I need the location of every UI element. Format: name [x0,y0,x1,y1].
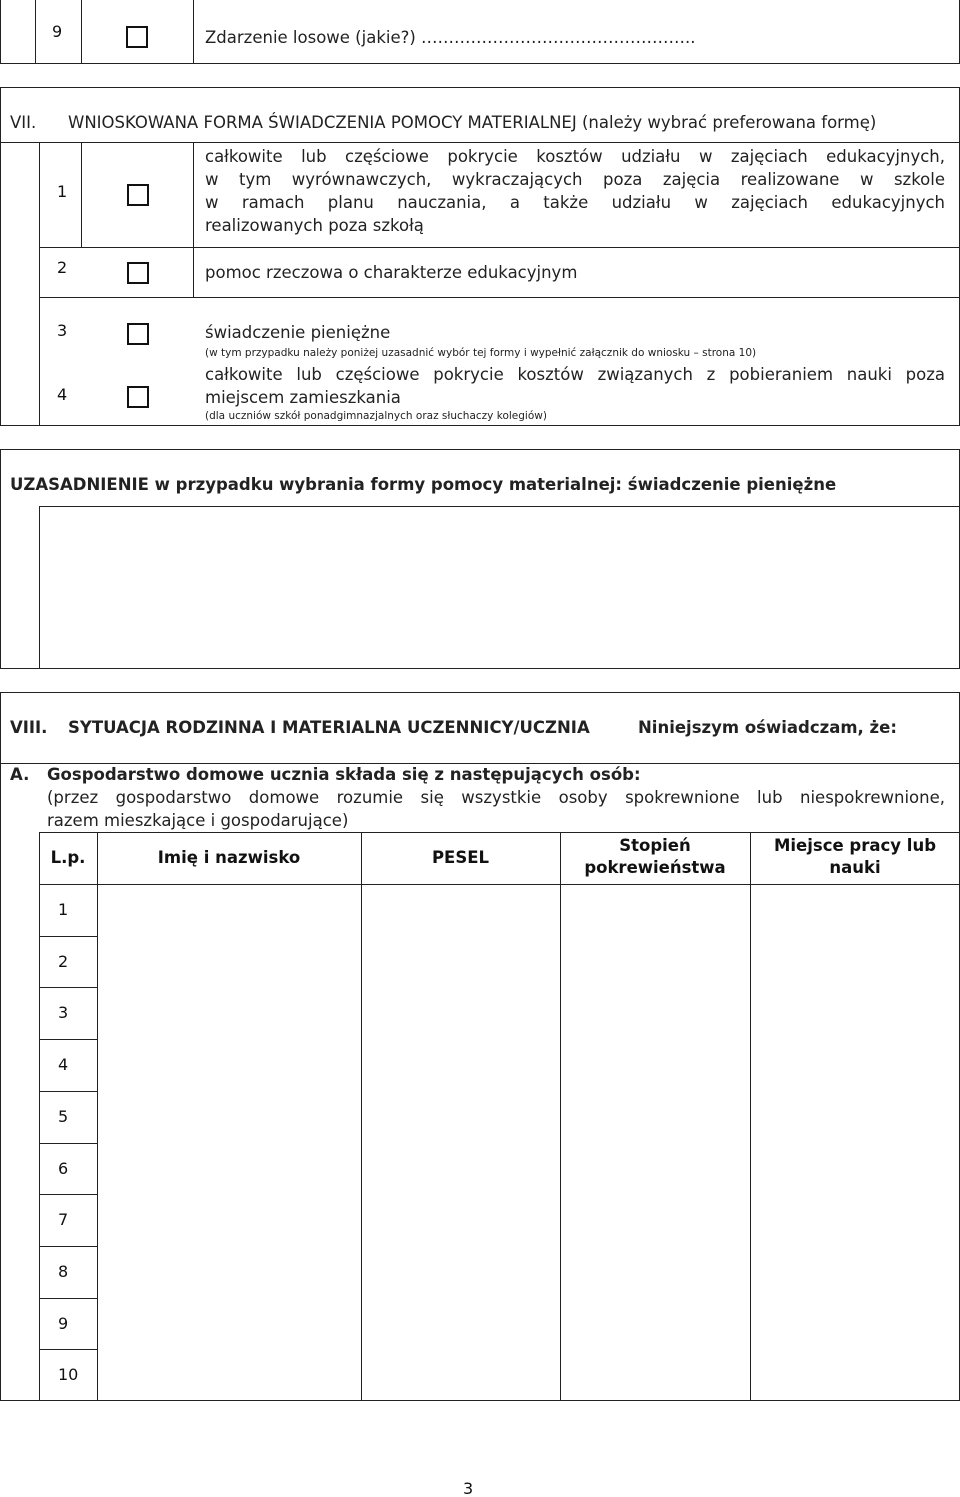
section-vii-title-text: WNIOSKOWANA FORMA ŚWIADCZENIA POMOCY MATERIALNEJ [68,113,577,132]
table-row-number: 2 [58,952,69,971]
row-divider [39,1298,97,1299]
option-1-line: realizowanych poza szkołą [205,216,424,235]
table-row-number: 8 [58,1262,69,1281]
option-number: 4 [57,385,68,404]
table-row-number: 1 [58,900,69,919]
divider [39,247,960,248]
header-lp: L.p. [50,848,86,867]
divider [560,832,561,1401]
option-number: 3 [57,321,68,340]
divider [0,142,960,143]
household-table [39,832,960,1401]
option-number: 1 [57,182,68,201]
option-4-line: całkowite lub częściowe pokrycie kosztów związanych z pobieraniem nauki poza [205,365,945,384]
table-row-number: 5 [58,1107,69,1126]
section-viii-title: SYTUACJA RODZINNA I MATERIALNA UCZENNICY/UCZNIA [68,718,590,737]
row-divider [39,1246,97,1247]
row-divider [39,1349,97,1350]
table-row-number: 9 [58,1314,69,1333]
option-2-label: pomoc rzeczowa o charakterze edukacyjnym [205,263,578,282]
random-event-label: Zdarzenie losowe (jakie?) ………………………………………….. [205,28,696,47]
header-work: Miejsce pracy lub nauki [773,836,937,877]
divider [750,832,751,1401]
section-a-note: (przez gospodarstwo domowe rozumie się wszystkie osoby spokrewnione lub niespokrewnione, [47,788,945,807]
justification-input[interactable] [39,506,960,669]
divider [39,142,40,426]
row-divider [39,1194,97,1195]
checkbox-option-4[interactable] [127,386,149,408]
header-relation: Stopień pokrewieństwa [584,836,726,877]
section-vii-title [68,111,876,134]
option-3-note: (w tym przypadku należy poniżej uzasadnić wybór tej formy i wypełnić załącznik do wniosku – strona 10) [205,347,757,359]
justification-title: UZASADNIENIE w przypadku wybrania formy pomocy materialnej: świadczenie pieniężne [10,475,837,494]
section-vii-numeral: VII. [10,113,37,132]
divider [193,0,194,64]
divider [39,884,960,885]
divider [39,297,960,298]
checkbox-option-3[interactable] [127,323,149,345]
table-row-number: 10 [58,1365,79,1384]
section-viii-numeral: VIII. [10,718,48,737]
row-divider [39,1143,97,1144]
divider [81,0,82,64]
header-name: Imię i nazwisko [157,848,301,867]
option-1-line: w tym wyrównawczych, wykraczających poza zajęcia realizowane w szkole [205,170,945,189]
header-pesel: PESEL [431,848,490,867]
option-1-line: całkowite lub częściowe pokrycie kosztów udziału w zajęciach edukacyjnych, [205,147,945,166]
row-number: 9 [52,22,63,41]
row-divider [39,1091,97,1092]
divider [193,142,194,297]
divider [81,142,82,247]
checkbox-random-event[interactable] [126,26,148,48]
section-a-note: razem mieszkające i gospodarujące) [47,811,349,830]
table-row-number: 4 [58,1055,69,1074]
section-vii-title-note: (należy wybrać preferowana formę) [581,113,877,132]
section-viii-declaration: Niniejszym oświadczam, że: [638,718,897,737]
section-a-label: A. [10,765,30,784]
checkbox-option-2[interactable] [127,262,149,284]
checkbox-option-1[interactable] [127,184,149,206]
row-divider [39,936,97,937]
table-row-number: 3 [58,1003,69,1022]
option-3-label: świadczenie pieniężne [205,323,391,342]
row-divider [39,1039,97,1040]
row-divider [39,987,97,988]
option-1-line: w ramach planu nauczania, a także udziału w zajęciach edukacyjnych [205,193,945,212]
table-row-number: 6 [58,1159,69,1178]
divider [361,832,362,1401]
option-4-note: (dla uczniów szkół ponadgimnazjalnych oraz słuchaczy kolegiów) [205,410,547,422]
option-number: 2 [57,258,68,277]
option-4-line: miejscem zamieszkania [205,388,401,407]
table-row-number: 7 [58,1210,69,1229]
divider [97,832,98,1401]
divider [35,0,36,64]
page-number: 3 [463,1479,474,1497]
section-a-title: Gospodarstwo domowe ucznia składa się z następujących osób: [47,765,641,784]
